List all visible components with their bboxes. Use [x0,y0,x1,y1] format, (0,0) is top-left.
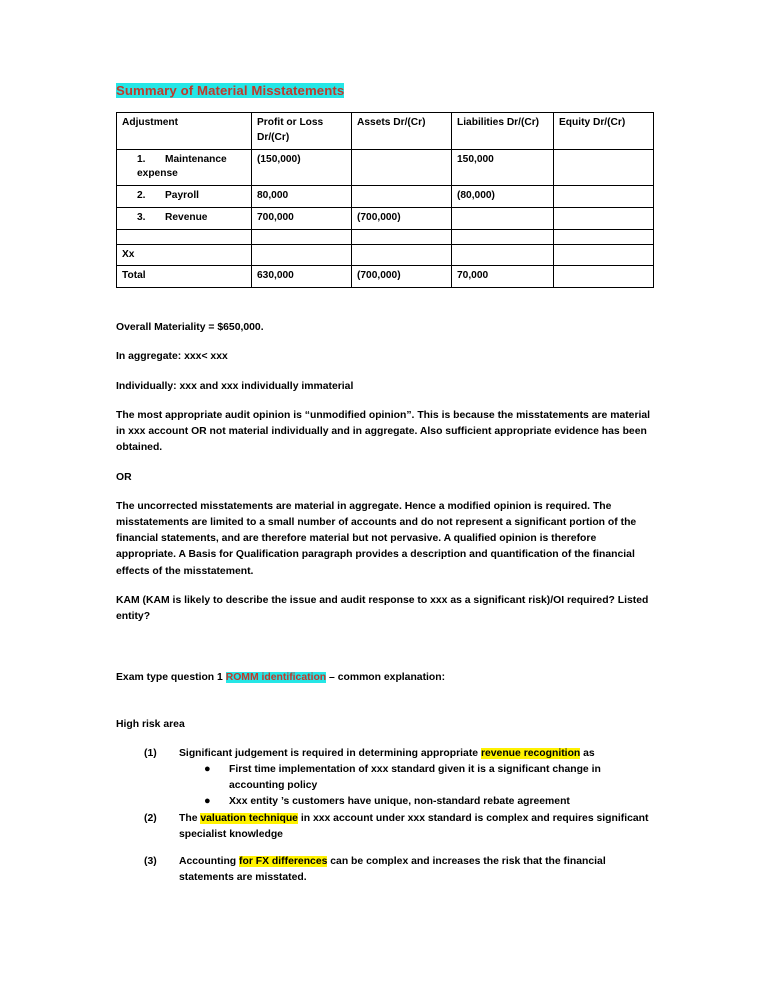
list-item [116,811,653,843]
table-row [117,149,654,186]
table-header-row [117,113,654,150]
cell-equity [554,207,654,229]
list-text-after: can be complex and increases the risk that the financial statements are misstated. [179,856,606,884]
column-header-equity: Equity Dr/(Cr) [554,113,654,150]
valuation-technique-highlight: valuation technique [200,812,298,824]
list-marker: (2) [144,812,157,824]
cell-profit-loss: 630,000 [252,266,352,288]
paragraph-in-aggregate: In aggregate: xxx< xxx [116,351,228,363]
list-text-after: in xxx account under xxx standard is complex and requires significant specialist knowledge [179,812,649,840]
cell-assets: (700,000) [352,207,452,229]
paragraph-or: OR [116,471,132,483]
spacer-before-high-risk [116,700,653,717]
cell-liabilities [452,229,554,244]
list-marker: (1) [144,747,157,759]
list-text-after: as [580,747,595,759]
list-item [116,854,653,886]
cell-adjustment [117,149,252,186]
bullet-icon: ● [204,762,211,775]
cell-adjustment [117,186,252,208]
cell-assets [352,149,452,186]
bullet-icon: ● [204,795,211,808]
romm-identification-highlight: ROMM identification [225,672,327,684]
cell-equity [554,244,654,266]
modified-opinion-emphasis: material but not pervasive [309,533,439,545]
column-header-liabilities: Liabilities Dr/(Cr) [452,113,554,150]
table-row-empty [117,229,654,244]
table-row [117,186,654,208]
column-header-adjustment: Adjustment [117,113,252,150]
table-row [117,244,654,266]
row-number: 2. [137,190,146,202]
row-number: 1. [137,153,146,165]
modified-opinion-part-2: . A qualified opinion is therefore appropriate. A Basis for Qualification paragraph provides a description and quantification of the financial effects of the misstatement. [116,533,635,577]
paragraph-exam-question [116,670,653,686]
cell-profit-loss [252,244,352,266]
exam-suffix-text: – common explanation: [326,672,446,684]
cell-assets [352,229,452,244]
list-text-before: Significant judgement is required in determining appropriate [179,747,481,759]
list-item [116,762,653,794]
cell-adjustment: Xx [117,244,252,266]
cell-profit-loss [252,229,352,244]
cell-equity [554,266,654,288]
paragraph-modified-opinion [116,499,653,580]
cell-assets [352,186,452,208]
fx-differences-highlight: for FX differences [239,856,328,868]
cell-adjustment [117,229,252,244]
cell-adjustment: Total [117,266,252,288]
list-marker: (3) [144,856,157,868]
row-label: Revenue [165,211,208,223]
cell-liabilities [452,207,554,229]
cell-liabilities: 70,000 [452,266,554,288]
row-number: 3. [137,211,146,223]
page-title: Summary of Material Misstatements [116,83,345,98]
column-header-profit-loss: Profit or Loss Dr/(Cr) [252,113,352,150]
heading-high-risk-area: High risk area [116,718,185,730]
cell-assets: (700,000) [352,266,452,288]
list-text-before: Accounting [179,856,240,868]
paragraph-overall-materiality: Overall Materiality = $650,000. [116,322,264,334]
table-row [117,207,654,229]
cell-equity [554,186,654,208]
row-label: Payroll [165,190,199,202]
spacer-before-exam [116,638,653,670]
cell-liabilities: 150,000 [452,149,554,186]
table-row-total [117,266,654,288]
risk-list [116,746,653,887]
cell-profit-loss: (150,000) [252,149,352,186]
exam-prefix-text: Exam type question 1 [116,672,226,684]
spacer-between-items [116,843,653,854]
list-text-before: The [179,812,201,824]
cell-profit-loss: 700,000 [252,207,352,229]
cell-adjustment [117,207,252,229]
paragraph-kam: KAM (KAM is likely to describe the issue and audit response to xxx as a significant risk)/OI required? Listed entity? [116,594,649,623]
paragraph-individually: Individually: xxx and xxx individually immaterial [116,380,354,392]
page-title-wrapper [116,82,653,100]
sub-bullet-list [116,762,653,811]
paragraph-unmodified-opinion: The most appropriate audit opinion is “unmodified opinion”. This is because the misstatements are material in xxx account OR not material individually and in aggregate. Also sufficient appropriate evidence has been obtained. [116,409,651,454]
revenue-recognition-highlight: revenue recognition [480,747,581,759]
bullet-text: First time implementation of xxx standard given it is a significant change in accounting policy [229,763,601,792]
cell-equity [554,149,654,186]
list-item [116,794,653,810]
material-misstatements-table [116,112,654,288]
bullet-text: Xxx entity ’s customers have unique, non-standard rebate agreement [229,796,570,808]
modified-opinion-part-1: The uncorrected misstatements are material in aggregate. Hence a modified opinion is required. The misstatements are limited to a small number of accounts and do not represent a significant portion of the financial statements, and are therefore [116,500,637,545]
cell-assets [352,244,452,266]
document-content [116,82,653,887]
column-header-assets: Assets Dr/(Cr) [352,113,452,150]
cell-equity [554,229,654,244]
spacer-after-table [116,288,653,320]
row-label: Maintenance expense [137,153,227,180]
cell-liabilities [452,244,554,266]
list-item [116,746,653,762]
cell-profit-loss: 80,000 [252,186,352,208]
cell-liabilities: (80,000) [452,186,554,208]
